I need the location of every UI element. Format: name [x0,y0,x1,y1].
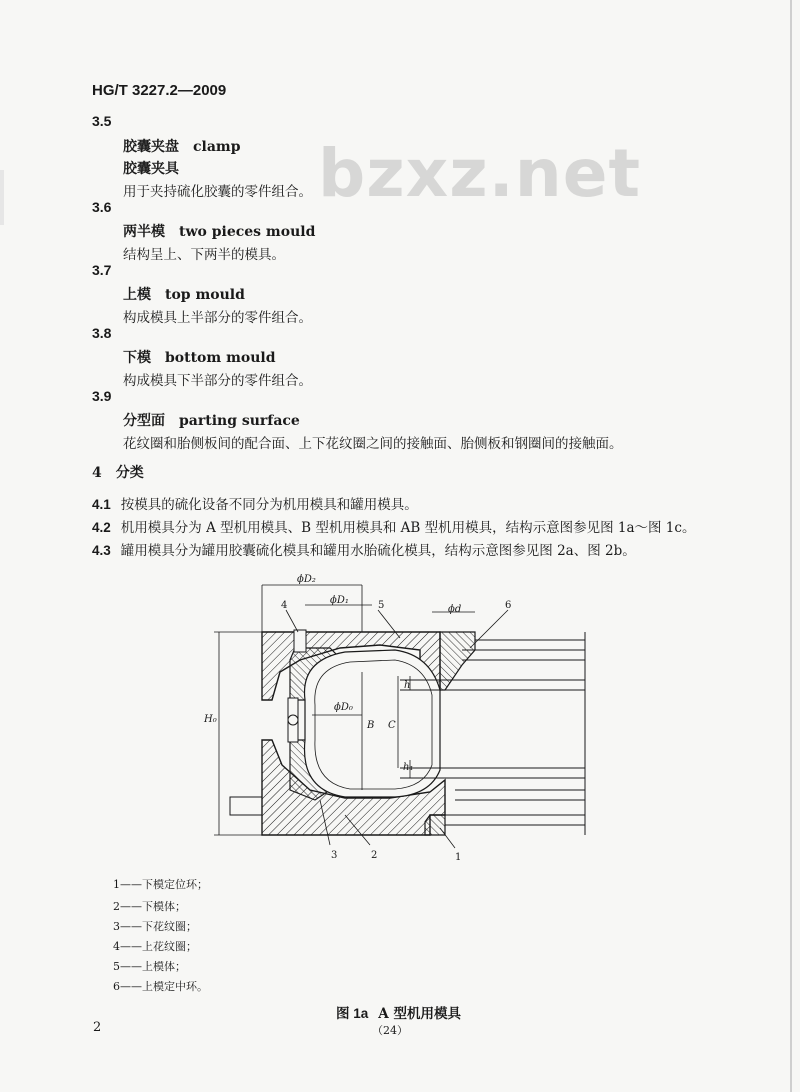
clause-number: 4.3 [92,543,111,558]
term-heading [123,410,300,430]
bottom-locating-ring [425,815,445,835]
dim-label-D0: ϕD₀ [334,702,353,713]
clause-number: 3.8 [92,325,112,341]
callout-1: 1 [455,852,462,863]
dim-label-h: h [404,680,411,691]
clause-number: 3.5 [92,113,112,129]
clause [92,539,636,559]
term-definition: 结构呈上、下两半的模具。 [123,247,285,263]
callout-4: 4 [281,600,288,611]
top-centering-ring [440,632,475,690]
standard-number: HG/T 3227.2—2009 [92,82,227,99]
section-title: 分类 [115,465,144,481]
term-en: bottom mould [165,350,276,366]
clamp-bolt [288,698,298,742]
scan-edge [790,0,792,1092]
term-definition: 花纹圈和胎侧板间的配合面、上下花纹圈之间的接触面、胎侧板和钢圈间的接触面。 [123,436,623,452]
term-cn: 上模 [123,287,151,303]
clause-text: 按模具的硫化设备不同分为机用模具和罐用模具。 [120,497,418,513]
term-en: two pieces mould [179,224,316,240]
legend-item: 3——下花纹圈； [113,920,197,933]
term-cn: 分型面 [123,413,165,429]
section-heading [92,462,144,482]
callout-2: 2 [371,850,378,861]
original-page-number: （24） [372,1024,408,1037]
term-definition: 构成模具上半部分的零件组合。 [123,310,312,326]
dim-label-B: B [367,720,375,731]
legend-item: 5——上模体； [113,960,186,973]
watermark: bzxz.net [318,135,642,212]
clause-number: 3.6 [92,199,112,215]
term-heading [123,136,241,156]
term-definition: 构成模具下半部分的零件组合。 [123,373,312,389]
clause-text: 罐用模具分为罐用胶囊硫化模具和罐用水胎硫化模具，结构示意图参见图 2a、图 2b。 [120,543,636,559]
term-heading [123,347,276,367]
term-heading [123,284,245,304]
term-cn: 下模 [123,350,151,366]
clause-number: 3.9 [92,388,112,404]
figure-caption [336,1002,461,1022]
term-en: parting surface [179,413,300,429]
term-cn: 两半模 [123,224,165,240]
page-number: 2 [93,1020,102,1035]
dim-label-h1: h₁ [403,762,414,773]
dim-label-D1: ϕD₁ [330,595,349,606]
dim-label-d: ϕd [448,604,462,615]
callout-5: 5 [378,600,385,611]
clause [92,493,418,513]
section-number: 4 [92,465,102,481]
vent-pin [294,630,306,652]
legend-item: 6——上模定中环。 [113,980,208,993]
scan-edge-left [0,170,4,225]
mould-cross-section-figure [195,565,595,870]
figure-title: A 型机用模具 [378,1006,461,1022]
legend-item: 2——下模体； [113,900,186,913]
term-definition: 用于夹持硫化胶囊的零件组合。 [123,184,312,200]
term-en: top mould [165,287,245,303]
clause-number: 4.2 [92,520,111,535]
term-alt: 胶囊夹具 [123,161,179,177]
legend-item: 1——下模定位环； [113,878,208,891]
figure-number: 图 1a [336,1006,369,1021]
legend-item: 4——上花纹圈； [113,940,197,953]
dim-label-D2: ϕD₂ [297,574,316,585]
clause-number: 4.1 [92,497,111,512]
term-heading [123,221,315,241]
dim-label-H0: H₀ [204,714,217,725]
callout-6: 6 [505,600,512,611]
clause-number: 3.7 [92,262,112,278]
clause [92,516,695,536]
term-cn: 胶囊夹盘 [123,139,179,155]
dim-label-C: C [388,720,396,731]
term-en: clamp [193,139,241,155]
callout-3: 3 [331,850,338,861]
clause-text: 机用模具分为 A 型机用模具、B 型机用模具和 AB 型机用模具，结构示意图参见图 1a～图 1c。 [120,520,696,536]
base-foot [230,797,262,815]
